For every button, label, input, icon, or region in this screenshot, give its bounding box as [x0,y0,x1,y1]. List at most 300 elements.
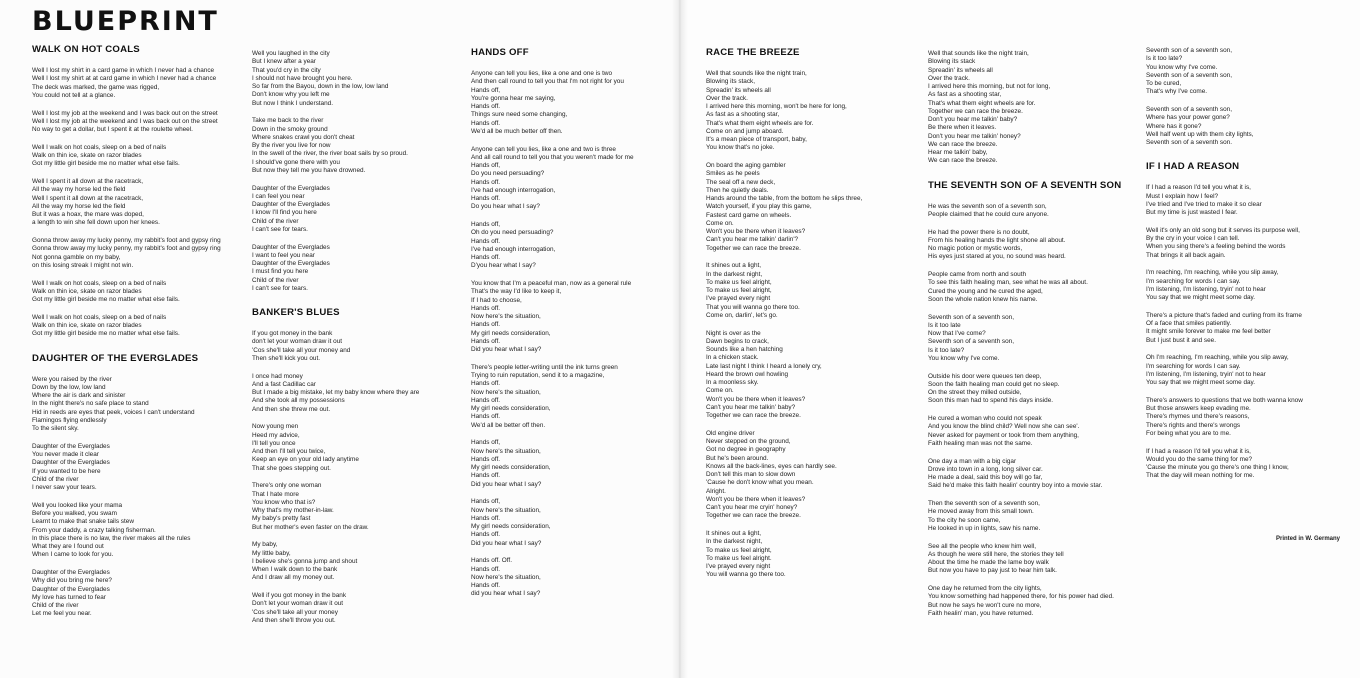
lyric-stanza [706,262,916,320]
brand-title: BLUEPRINT [32,6,219,37]
lyric-stanza [928,229,1140,262]
lyric-line: Now here's the situation, [471,313,541,320]
lyric-line: Let me feel you near. [32,610,92,618]
lyric-line: As though he were still here, the stories they tell [928,550,1064,558]
lyric-line: Come on, darlin', let's go. [706,311,778,319]
lyric-line: You know why I've come. [928,354,1000,362]
lyric-line: You know that I'm a peaceful man, now as a general rule [471,280,632,287]
lyric-line: Well I spent it all down at the racetrack, [32,178,144,185]
lyric-stanza [1146,397,1356,438]
lyric-line: Hands off. [471,413,501,421]
lyric-stanza [32,67,244,100]
lyric-line: Were you raised by the river [32,375,112,383]
lyric-line: We can race the breeze. [928,157,998,165]
lyric-line: I should not have brought you here. [252,74,353,82]
lyric-stanza [928,50,1140,166]
lyric-stanza [252,330,464,363]
lyric-line: We'd all be better off then. [471,421,546,429]
lyric-line: And then I'll tell you twice, [252,448,326,455]
song [928,50,1140,166]
song [32,353,244,619]
lyric-line: Well if you got money in the bank [252,592,347,599]
lyric-line: Why that's my mother-in-law. [252,507,334,514]
lyric-line: Well I lost my job at the weekend and I was back out on the street [32,109,218,117]
song-title: RACE THE BREEZE [706,47,800,58]
lyric-line: To be cured, [1146,80,1182,87]
lyric-line: Then she'll kick you out. [252,354,321,362]
lyrics-column-3 [471,47,671,613]
lyric-line: Old engine driver [706,429,755,437]
lyric-line: Hands off, [471,221,501,228]
lyric-line: To make us feel alright, [706,546,772,554]
lyric-line: Can't you hear me cryin' honey? [706,504,798,511]
lyrics-column-5 [928,50,1140,632]
lyric-line: You know why I've come. [1146,63,1218,71]
lyric-line: Knows all the back-lines, eyes can hardly see. [706,462,837,470]
lyric-line: Things sure need some changing, [471,111,568,119]
lyric-line: Watch yourself, if you play this game, [706,203,812,211]
lyric-line: Outside his door were queues ten deep, [928,372,1042,380]
lyric-line: I must find you here [252,268,309,276]
lyric-line: Got my little girl beside me no matter what else fails. [32,330,180,338]
lyric-line: Hands off. [471,514,501,522]
lyric-line: I can't see for tears. [252,284,308,292]
lyric-line: I've had enough interrogation, [471,186,556,194]
lyric-line: All the way my horse led the field [32,186,126,194]
lyric-line: People came from north and south [928,271,1027,278]
lyric-line: He had the power there is no doubt, [928,228,1030,236]
song [706,47,916,580]
lyric-stanza [471,364,671,430]
lyric-line: Learnt to make that snake tails stew [32,518,134,526]
lyric-line: I should've gone there with you [252,158,340,166]
lyric-line: One day a man with a big cigar [928,457,1017,465]
lyric-line: Hands off. [471,321,501,329]
lyric-line: Daughter of the Everglades [32,585,110,593]
lyric-line: Come on. [706,387,734,395]
lyric-line: Soon this man had to spend his days inside. [928,397,1054,405]
lyric-stanza [1146,354,1356,387]
lyric-line: Don't let your woman draw it out [252,600,344,608]
lyric-line: Dawn begins to crack, [706,337,769,345]
lyric-line: When I walk down to the bank [252,566,338,573]
lyric-line: Gonna throw away my lucky penny, my rabbit's foot and gypsy ring [32,245,221,253]
lyric-line: Well I spent it all down at the racetrack, [32,194,144,202]
lyric-line: Take me back to the river [252,117,324,125]
lyric-line: Daughter of the Everglades [32,459,110,467]
lyric-line: It shines out a light, [706,530,762,537]
lyric-line: Well that sounds like the night train, [706,70,807,77]
lyric-line: That's what them eight wheels are for. [706,119,814,127]
lyric-line: Come on and jump aboard. [706,127,784,135]
lyric-line: I'm reaching, I'm reaching, while you slip away, [1146,269,1279,277]
lyric-stanza [252,541,464,582]
lyric-line: Would you do the same thing for me? [1146,455,1253,463]
lyric-line: Seventh son of a seventh son, [1146,71,1232,79]
lyric-line: But now they tell me you have drowned. [252,166,366,174]
lyric-line: It shines out a light, [706,262,762,270]
lyric-line: There's people letter-writing until the ink turns green [471,363,618,371]
lyric-line: Come on. [706,219,734,227]
lyric-line: And a fast Cadillac car [252,380,316,388]
lyric-stanza [471,221,671,271]
lyric-line: In this place there is no law, the river makes all the rules [32,534,191,542]
lyric-line: He made a deal, said this boy will go far, [928,474,1043,481]
song [1146,161,1356,480]
lyric-line: There's rhymes und there's reasons, [1146,413,1250,421]
lyrics-column-6 [1146,47,1356,495]
lyric-stanza [1146,184,1356,217]
lyric-line: Where snakes crawl you don't cheat [252,133,355,141]
lyric-line: But her mother's even faster on the draw. [252,523,369,531]
lyric-line: Daughter of the Everglades [252,184,330,192]
lyric-stanza [706,530,916,580]
lyric-line: Blowing its stack, [706,78,756,86]
lyric-line: It's a mean piece of transport, baby, [706,136,807,143]
lyric-line: He was the seventh son of a seventh son, [928,202,1047,210]
lyric-stanza [32,144,244,169]
lyric-line: In the darkest night, [706,270,763,278]
lyric-line: You know who that is? [252,498,316,506]
lyric-stanza [32,280,244,305]
song [32,44,244,339]
lyric-line: You never made it clear [32,451,99,458]
lyric-line: But my time is just wasted I fear. [1146,209,1238,216]
lyric-line: 'Cause he don't know what you mean. [706,479,814,487]
lyric-line: Anyone can tell you lies, like a one and two is three [471,145,616,153]
lyric-line: There's only one woman [252,482,322,490]
lyric-line: Seventh son of a seventh son, [1146,106,1232,113]
lyric-line: In the night there's no safe place to stand [32,400,149,408]
lyric-line: I once had money [252,372,303,380]
lyric-line: I want to feel you near [252,251,315,259]
lyric-line: Well I lost my shirt in a card game in which I never had a chance [32,67,215,74]
lyric-line: I arrived here this morning, but not for long, [928,83,1051,90]
lyric-line: By the river you live for now [252,142,331,149]
lyric-stanza [32,110,244,135]
lyric-line: What they are I found out [32,543,104,550]
lyric-stanza [928,585,1140,618]
lyric-stanza [471,70,671,136]
lyric-line: Hands off, [471,439,501,447]
song-title: HANDS OFF [471,47,529,58]
lyric-line: That the day will mean nothing for me. [1146,472,1255,480]
lyric-line: Is it too late? [1146,55,1183,63]
song-title: DAUGHTER OF THE EVERGLADES [32,352,199,364]
lyric-line: In the darkest night, [706,538,763,546]
lyric-line: It might smile forever to make me feel better [1146,328,1271,336]
lyric-line: Did you hear what I say? [471,346,542,353]
lyric-line: I know I'll find you here [252,209,317,217]
lyric-stanza [252,244,464,294]
lyric-line: My girl needs consideration, [471,329,551,337]
lyric-line: Child of the river [32,475,79,483]
lyric-line: On the street they milled outside, [928,389,1022,396]
lyrics-column-1 [32,44,244,633]
lyric-line: Child of the river [252,217,299,225]
lyric-stanza [706,430,916,521]
lyric-line: Late last night I think I heard a lonely cry, [706,362,822,370]
lyric-line: There's a picture that's faded and curling from its frame [1146,311,1302,319]
lyric-line: I'll tell you once [252,439,296,447]
lyric-line: When you sing there's a feeling behind the words [1146,243,1286,251]
lyric-line: Can't you hear me talkin' baby? [706,403,796,411]
lyric-line: He cured a woman who could not speak [928,415,1042,422]
lyric-line: But now I think I understand. [252,99,333,107]
lyric-line: That brings it all back again. [1146,251,1226,259]
lyric-line: Blowing its stack [928,58,976,66]
lyric-line: Of a face that smiles patiently. [1146,320,1232,327]
lyric-line: I've had enough interrogation, [471,245,556,253]
lyric-line: Hands off. [471,237,501,245]
lyric-line: Alright. [706,487,726,495]
lyric-stanza [32,502,244,560]
lyric-line: Now young men [252,423,299,431]
lyric-line: D'you hear what I say? [471,262,536,270]
lyric-line: You know something had happened there, for his power had died. [928,593,1114,601]
lyric-stanza [471,557,671,598]
lyric-line: I've prayed every night [706,563,771,570]
lyric-line: Hands off. [471,178,501,186]
lyric-line: You're gonna hear me saying, [471,94,556,102]
lyric-line: Oh do you need persuading? [471,229,554,237]
lyric-line: Spreadin' its wheels all [706,86,771,94]
lyric-line: Well that sounds like the night train, [928,50,1029,57]
lyric-line: About the time he made the lame boy walk [928,559,1049,566]
lyric-line: My baby, [252,541,278,549]
lyric-line: Flamingos flying endlessly [32,416,107,424]
lyric-line: Then the seventh son of a seventh son, [928,500,1040,507]
lyric-stanza [928,314,1140,364]
lyric-line: One day he returned from the city lights, [928,585,1042,592]
lyric-line: If you got money in the bank [252,330,333,337]
lyric-line: But I just bust it and see. [1146,336,1216,344]
lyric-line: Do you need persuading? [471,170,545,178]
song [252,50,464,293]
lyric-line: Won't you be there when it leaves? [706,395,806,403]
lyric-line: Walk on thin ice, skate on razor blades [32,322,142,329]
lyric-line: And then she threw me out. [252,405,331,413]
lyric-stanza [32,237,244,270]
lyric-line: Hands off, [471,86,501,94]
lyric-line: Not gonna gamble on my baby, [32,253,121,261]
lyric-stanza [928,415,1140,448]
lyric-line: Hands off. [471,380,501,388]
lyric-line: Hands off. [471,304,501,312]
lyric-line: Anyone can tell you lies, like a one and one is two [471,70,613,77]
lyric-line: Together we can race the breeze. [928,107,1023,115]
lyric-line: Fastest card game on wheels. [706,211,792,219]
lyric-line: To see this faith healing man, see what he was all about. [928,279,1088,287]
lyric-line: Where has your power gone? [1146,114,1230,122]
lyric-line: Now here's the situation, [471,447,541,455]
lyric-line: don't let your woman draw it out [252,338,343,346]
lyric-line: That's what them eight wheels are for. [928,99,1036,107]
booklet-fold [672,0,688,678]
lyric-stanza [252,50,464,108]
lyric-line: So far from the Bayou, down in the low, low land [252,83,389,90]
lyric-line: Heed my advice, [252,431,300,439]
lyric-line: He moved away from this small town. [928,508,1034,516]
lyric-line: Drove into town in a long, long silver car. [928,465,1043,473]
song [928,180,1140,619]
lyric-line: Now that I've come? [928,330,986,337]
song [471,47,671,599]
lyric-stanza [1146,312,1356,345]
lyric-line: Don't you hear me talkin' baby? [928,116,1018,123]
lyric-line: But it was a hoax, the mare was doped, [32,211,144,218]
lyric-stanza [928,458,1140,491]
lyric-line: Together we can race the breeze. [706,244,801,252]
lyric-line: I can't see for tears. [252,225,308,233]
lyric-line: Cured the young and he cured the aged, [928,287,1043,295]
lyric-line: And I draw all my money out. [252,574,335,582]
lyric-line: If I had a reason I'd tell you what it is, [1146,184,1251,192]
lyric-line: I've prayed every night [706,295,771,303]
lyric-stanza [928,271,1140,304]
lyric-line: The seal off a new deck, [706,178,776,186]
song [252,307,464,625]
lyric-line: See all the people who knew him well, [928,542,1036,550]
lyric-line: From his healing hands the light shone all about. [928,236,1066,244]
lyric-line: Daughter of the Everglades [32,442,110,450]
lyric-stanza [928,373,1140,406]
lyric-line: Got my little girl beside me no matter what else fails. [32,160,180,168]
lyric-stanza [928,203,1140,220]
lyric-stanza [252,373,464,414]
lyric-line: Hands off. [471,565,501,573]
lyric-line: To the silent sky. [32,425,79,432]
printed-notice: Printed in W. Germany [1276,536,1341,542]
lyric-line: His eyes just stared at you, no sound was heard. [928,253,1066,261]
lyric-line: But now he says he won't cure no more, [928,601,1042,609]
lyric-line: Hear me talkin' baby, [928,149,988,156]
lyric-line: Got my little girl beside me no matter what else fails. [32,296,180,303]
lyric-line: In a chicken stack. [706,354,759,362]
lyric-line: Where the air is dark and sinister [32,392,126,399]
lyric-line: You know that's no joke. [706,144,775,152]
lyric-line: My love has turned to fear [32,593,106,601]
lyric-line: That you will wanna go there too. [706,303,800,311]
lyric-line: If I had a reason I'd tell you what it is, [1146,447,1251,455]
lyric-line: When I came to look for you. [32,551,114,559]
lyric-line: You say that we might meet some day. [1146,294,1256,301]
lyric-line: Child of the river [252,276,299,284]
lyric-line: There's rights and there's wrongs [1146,421,1241,429]
lyric-line: Gonna throw away my lucky penny, my rabbit's foot and gypsy ring [32,237,221,244]
lyric-line: Now here's the situation, [471,573,541,581]
lyric-line: Be there when it leaves. [928,124,997,132]
lyric-stanza [928,500,1140,533]
lyric-line: Child of the river [32,602,79,609]
lyric-line: Hands around the table, from the bottom he slips three, [706,195,863,202]
lyric-line: Faith healin' man, you have returned. [928,609,1034,617]
lyric-line: Then he quietly deals. [706,186,769,194]
lyric-line: 'Cos she'll take all your money [252,608,338,616]
lyric-line: I'm listening, I'm listening, tryin' not to hear [1146,370,1266,378]
lyric-stanza [1146,269,1356,302]
lyric-line: I never saw your tears. [32,484,97,491]
lyric-line: Faith healing man was not the same. [928,439,1033,447]
lyric-line: Daughter of the Everglades [252,243,330,251]
lyric-line: To make us feel alright. [706,554,772,562]
lyric-line: As fast as a shooting star, [928,91,1002,99]
lyric-line: Over the track. [706,94,748,102]
lyric-line: I've tried and I've tried to make it so clear [1146,200,1262,208]
lyric-line: Now here's the situation, [471,506,541,514]
lyric-line: And she took all my possessions [252,397,345,405]
lyric-line: Before you walked, you swam [32,510,117,517]
lyric-stanza [471,146,671,212]
lyric-line: Hid in reeds are eyes that peek, voices I can't understand [32,408,195,416]
lyric-line: Well you looked like your mama [32,501,123,509]
lyric-line: Well I lost my job at the weekend and I was back out on the street [32,117,218,125]
lyric-line: The deck was marked, the game was rigged, [32,83,160,91]
lyric-line: That she goes stepping out. [252,464,331,472]
lyric-line: And all call round to tell you that you weren't made for me [471,153,634,161]
lyric-stanza [252,185,464,235]
lyric-line: Don't know why you left me [252,91,330,99]
lyric-stanza [1146,227,1356,260]
lyric-line: Seventh son of a seventh son, [1146,47,1232,54]
lyric-line: Now here's the situation, [471,388,541,396]
lyric-stanza [252,117,464,175]
lyric-line: Did you hear what I say? [471,539,542,547]
lyric-line: That you'd cry in the city [252,66,321,74]
lyric-line: Won't you be there when it leaves? [706,228,806,235]
lyric-stanza [1146,106,1356,147]
lyric-line: Hands off. [471,103,501,110]
lyric-line: My little baby, [252,549,291,557]
lyric-line: You could not tell at a glance. [32,91,116,99]
lyric-line: I'm searching for words I can say. [1146,362,1241,370]
lyric-line: Soon the whole nation knew his name. [928,295,1038,303]
lyric-line: Hands off, [471,498,501,506]
lyric-line: Can't you hear me talkin' darlin'? [706,236,799,244]
lyric-stanza [706,70,916,153]
lyric-line: In the swell of the river, the river boat sails by so proud. [252,150,408,158]
lyric-line: Down by the low, low land [32,383,106,391]
lyric-stanza [252,482,464,532]
lyric-line: My baby's pretty fast [252,515,311,523]
lyric-line: Seventh son of a seventh son, [928,338,1014,346]
lyric-line: Hands off. [471,119,501,127]
lyric-line: And then call round to tell you that I'm not right for you [471,78,624,86]
song-title: BANKER'S BLUES [252,307,340,318]
lyric-stanza [32,569,244,619]
lyric-stanza [471,498,671,548]
lyric-line: Heard the brown owl howling [706,370,789,378]
lyrics-column-4 [706,47,916,594]
lyric-stanza [252,423,464,473]
lyric-line: Sounds like a hen hatching [706,346,783,353]
lyric-line: As fast as a shooting star, [706,111,780,119]
lyric-line: Well I lost my shirt at at card game in which I never had a chance [32,75,217,83]
lyric-line: Oh I'm reaching, I'm reaching, while you slip away, [1146,354,1289,362]
lyric-line: Smiles as he peels [706,170,760,178]
lyric-line: I'm listening, I'm listening, tryin' not to hear [1146,285,1266,293]
lyric-line: Is it too late [928,321,961,329]
lyric-line: I can feel you near [252,192,305,200]
lyric-line: We can race the breeze. [928,140,998,148]
lyric-line: All the way my horse led the field [32,202,126,210]
lyric-line: Hands off. [471,337,501,345]
lyric-line: Hands off. [471,254,501,261]
lyric-line: I believe she's gonna jump and shout [252,557,358,565]
lyric-line: From your daddy, a crazy talking fisherman. [32,526,156,534]
lyric-line: To the city he soon came, [928,516,1001,524]
lyric-stanza [706,162,916,253]
